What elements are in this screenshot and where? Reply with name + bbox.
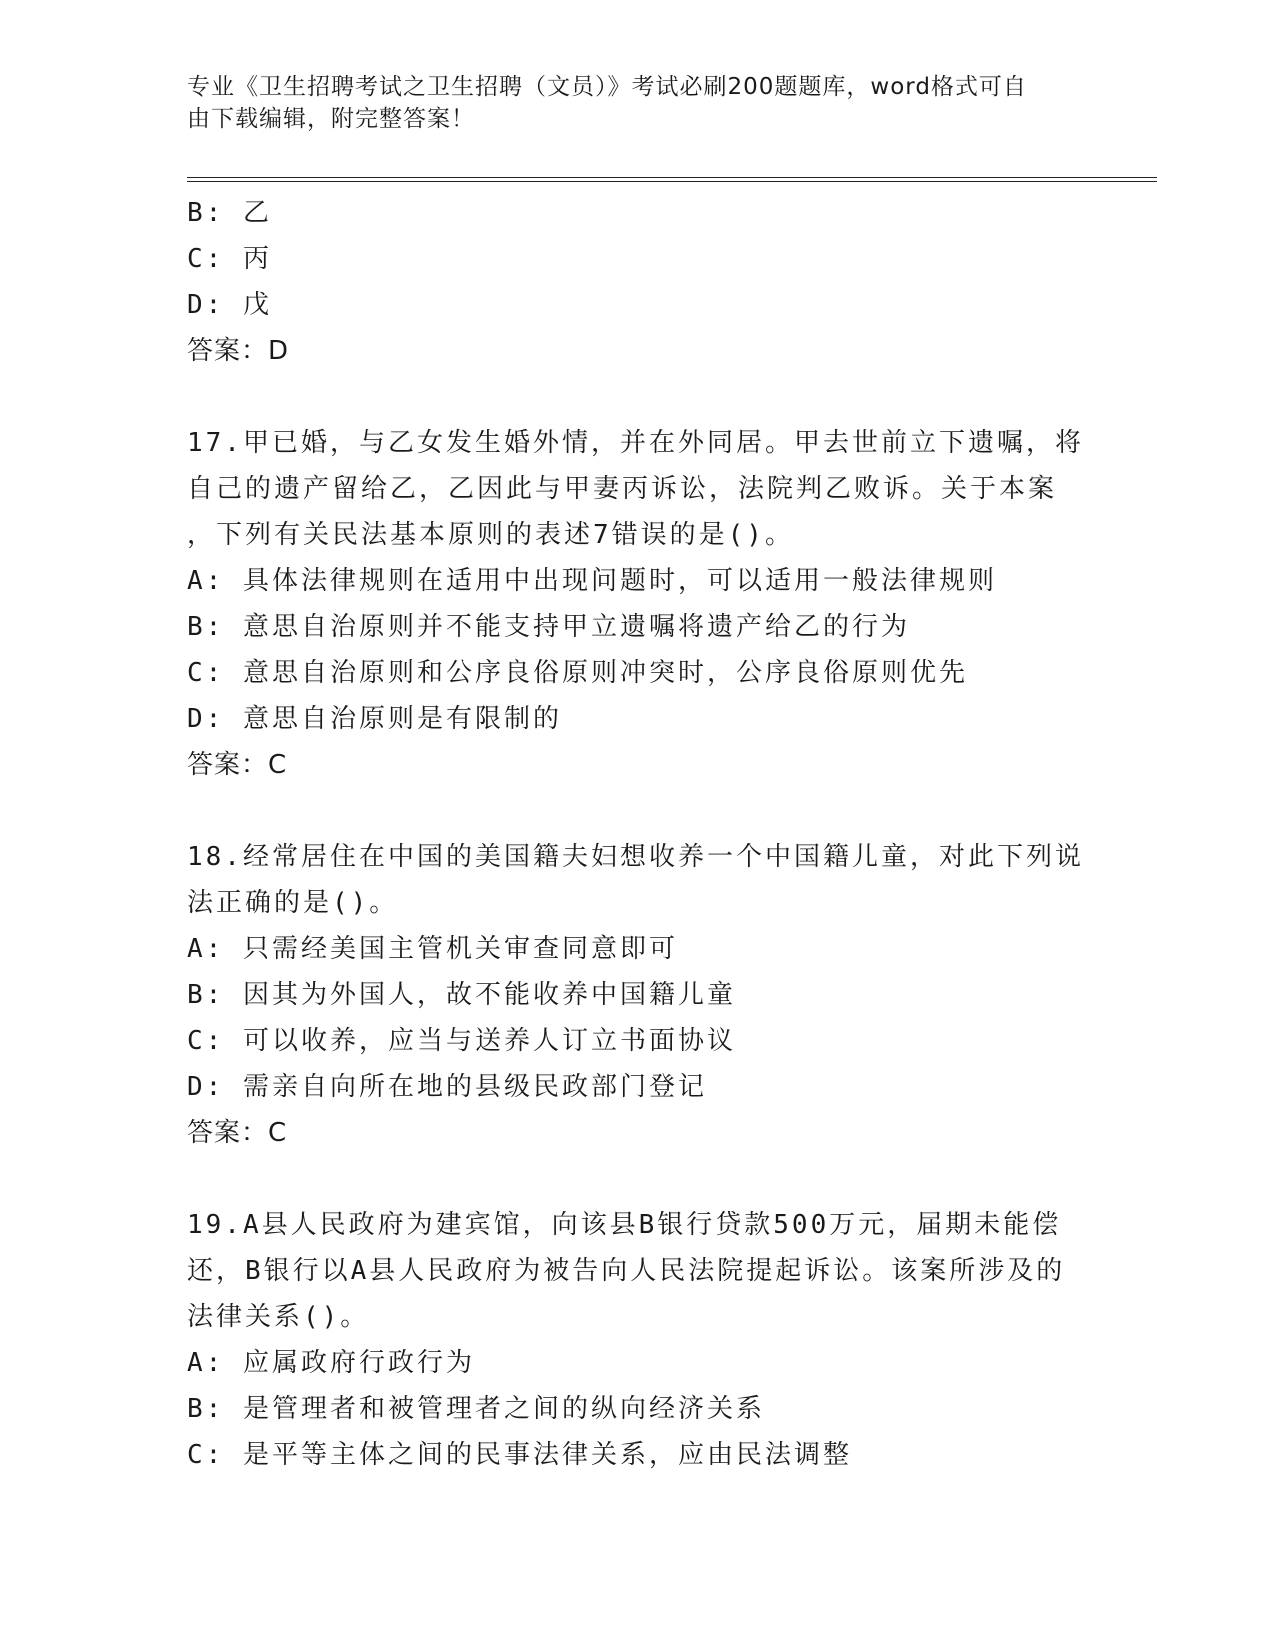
spacer	[187, 1156, 1087, 1202]
question-17	[187, 420, 1087, 788]
question-stem: 法律关系()。	[187, 1302, 370, 1332]
spacer	[187, 374, 1087, 420]
option-b: B: 是管理者和被管理者之间的纵向经济关系	[187, 1394, 765, 1424]
option-a: A: 具体法律规则在适用中出现问题时，可以适用一般法律规则	[187, 566, 997, 596]
question-stem: 法正确的是()。	[187, 888, 399, 918]
question-stem: 还，B银行以A县人民政府为被告向人民法院提起诉讼。该案所涉及的	[187, 1256, 1066, 1286]
question-stem: 17.甲已婚，与乙女发生婚外情，并在外同居。甲去世前立下遗嘱，将	[187, 428, 1084, 458]
option-d: D: 戊	[187, 290, 272, 320]
header-line-1: 专业《卫生招聘考试之卫生招聘（文员）》考试必刷200题题库，word格式可自	[187, 74, 1027, 100]
answer: 答案：D	[187, 336, 290, 366]
question-19	[187, 1202, 1087, 1478]
question-stem: ，下列有关民法基本原则的表述7错误的是()。	[187, 520, 794, 550]
option-d: D: 需亲自向所在地的县级民政部门登记	[187, 1072, 707, 1102]
question-body	[187, 190, 1087, 1478]
option-b: B: 因其为外国人，故不能收养中国籍儿童	[187, 980, 736, 1010]
option-c: C: 意思自治原则和公序良俗原则冲突时，公序良俗原则优先	[187, 658, 968, 688]
option-a: A: 应属政府行政行为	[187, 1348, 475, 1378]
answer: 答案：C	[187, 750, 288, 780]
option-d: D: 意思自治原则是有限制的	[187, 704, 562, 734]
option-c: C: 丙	[187, 244, 272, 274]
question-18	[187, 834, 1087, 1156]
option-b: B: 意思自治原则并不能支持甲立遗嘱将遗产给乙的行为	[187, 612, 910, 642]
question-16-tail	[187, 190, 1087, 374]
document-header	[187, 71, 1067, 135]
option-b: B: 乙	[187, 198, 272, 228]
spacer	[187, 788, 1087, 834]
header-line-2: 由下载编辑，附完整答案！	[187, 106, 475, 132]
option-c: C: 是平等主体之间的民事法律关系，应由民法调整	[187, 1440, 852, 1470]
question-stem: 18.经常居住在中国的美国籍夫妇想收养一个中国籍儿童，对此下列说	[187, 842, 1084, 872]
header-divider	[187, 177, 1157, 182]
question-stem: 19.A县人民政府为建宾馆，向该县B银行贷款500万元，届期未能偿	[187, 1210, 1062, 1240]
option-c: C: 可以收养，应当与送养人订立书面协议	[187, 1026, 736, 1056]
question-stem: 自己的遗产留给乙，乙因此与甲妻丙诉讼，法院判乙败诉。关于本案	[187, 474, 1058, 504]
answer: 答案：C	[187, 1118, 288, 1148]
option-a: A: 只需经美国主管机关审查同意即可	[187, 934, 678, 964]
